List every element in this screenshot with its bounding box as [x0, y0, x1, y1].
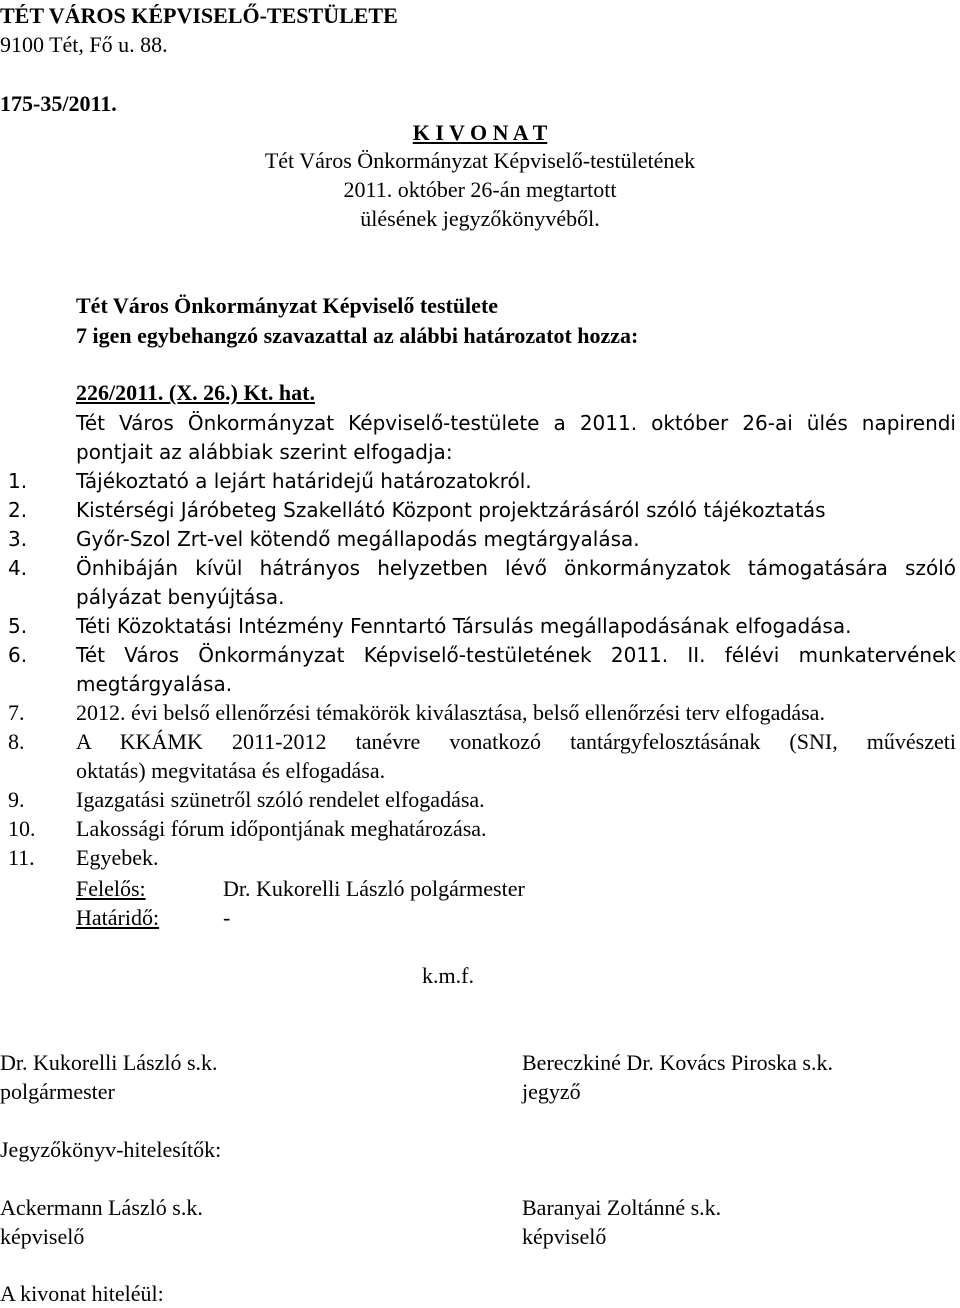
agenda-item-text: Lakossági fórum időpontjának meghatározása. [76, 816, 487, 841]
resolution-number [76, 380, 315, 406]
resolution-number-text: 226/2011. (X. 26.) Kt. hat. [76, 380, 315, 405]
responsible-label: Felelős: [76, 876, 146, 901]
agenda-item-text: Igazgatási szünetről szóló rendelet elfogadása. [76, 787, 485, 812]
signatory-right-role: jegyző [522, 1079, 581, 1104]
signatory-left-name: Dr. Kukorelli László s.k. [0, 1050, 218, 1075]
signatory-right-name: Bereczkiné Dr. Kovács Piroska s.k. [522, 1050, 833, 1075]
agenda-item-text: Tét Város Önkormányzat Képviselő-testületének 2011. II. félévi munkatervének [76, 643, 956, 667]
decision-intro-line-1: Tét Város Önkormányzat Képviselő testülete [76, 293, 499, 318]
authenticator-right-name: Baranyai Zoltánné s.k. [522, 1195, 722, 1220]
agenda-item-number: 1. [8, 469, 28, 493]
kmf-label: k.m.f. [422, 963, 474, 988]
certified-label: A kivonat hiteléül: [0, 1281, 164, 1306]
agenda-item-text: Egyebek. [76, 845, 159, 870]
agenda-item-text: A KKÁMK 2011-2012 tanévre vonatkozó tantárgyfelosztásának (SNI, művészeti [76, 729, 956, 754]
agenda-item-number: 5. [8, 614, 28, 638]
agenda-item-number: 2. [8, 498, 28, 522]
resolution-text-line-1: Tét Város Önkormányzat Képviselő-testülete a 2011. október 26-ai ülés napirendi [76, 411, 956, 435]
agenda-item-text-continued: oktatás) megvitatása és elfogadása. [76, 758, 386, 783]
deadline-value: - [223, 905, 231, 930]
authenticator-left-role: képviselő [0, 1224, 85, 1249]
authenticator-right-role: képviselő [522, 1224, 607, 1249]
agenda-item-number: 11. [8, 845, 35, 870]
agenda-item-number: 3. [8, 527, 28, 551]
agenda-item-number: 9. [8, 787, 25, 812]
agenda-item-number: 6. [8, 643, 28, 667]
agenda-item-text: Győr-Szol Zrt-vel kötendő megállapodás megtárgyalása. [76, 527, 640, 551]
reference-number: 175-35/2011. [0, 91, 117, 116]
agenda-item-text: Kistérségi Járóbeteg Szakellátó Központ projektzárásáról szóló tájékoztatás [76, 498, 826, 522]
org-name: TÉT VÁROS KÉPVISELŐ-TESTÜLETE [0, 3, 398, 28]
kivonat-heading-text: K I V O N A T [412, 120, 548, 145]
agenda-item-number: 10. [8, 816, 36, 841]
authenticator-left-name: Ackermann László s.k. [0, 1195, 203, 1220]
title-line-1: Tét Város Önkormányzat Képviselő-testületének [264, 148, 696, 173]
title-line-3: ülésének jegyzőkönyvéből. [360, 206, 600, 231]
kivonat-heading [0, 120, 960, 146]
agenda-item-text-continued: pályázat benyújtása. [76, 585, 285, 609]
agenda-item-text: 2012. évi belső ellenőrzési témakörök kiválasztása, belső ellenőrzési terv elfogadása. [76, 700, 825, 725]
agenda-item-number: 8. [8, 729, 25, 754]
title-line-2: 2011. október 26-án megtartott [343, 177, 617, 202]
deadline-label: Határidő: [76, 905, 160, 930]
agenda-item-text: Tájékoztató a lejárt határidejű határozatokról. [76, 469, 532, 493]
decision-intro-line-2: 7 igen egybehangzó szavazattal az alábbi határozatot hozza: [76, 323, 639, 348]
signatory-left-role: polgármester [0, 1079, 115, 1104]
agenda-item-text-continued: megtárgyalása. [76, 672, 233, 696]
agenda-item-number: 7. [8, 700, 25, 725]
authenticators-label: Jegyzőkönyv-hitelesítők: [0, 1137, 222, 1162]
agenda-item-text: Önhibáján kívül hátrányos helyzetben lévő önkormányzatok támogatására szóló [76, 556, 956, 580]
resolution-text-line-2: pontjait az alábbiak szerint elfogadja: [76, 440, 453, 464]
agenda-item-number: 4. [8, 556, 28, 580]
responsible-value: Dr. Kukorelli László polgármester [223, 876, 525, 901]
address: 9100 Tét, Fő u. 88. [0, 32, 168, 57]
agenda-item-text: Téti Közoktatási Intézmény Fenntartó Társulás megállapodásának elfogadása. [76, 614, 852, 638]
